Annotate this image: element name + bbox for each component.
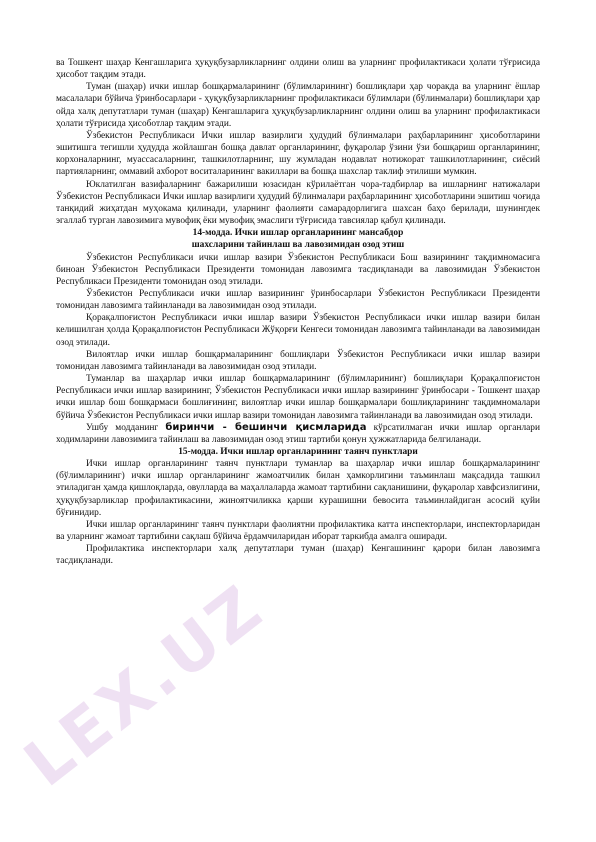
- article-parts-link[interactable]: биринчи - бешинчи қисмларида: [165, 421, 367, 433]
- paragraph: [56, 422, 540, 446]
- article-14-heading-line1: 14-модда. Ички ишлар органларининг мансабдор: [192, 228, 404, 239]
- paragraph: Вилоятлар ички ишлар бошқармаларининг бошлиқлари Ўзбекистон Республикаси ички ишлар вазири томонидан лавозимга тайинланади ва лавозимидан озод этилади.: [56, 349, 540, 372]
- document-page: [56, 57, 540, 568]
- paragraph-text: Ушбу модданинг: [86, 422, 166, 433]
- paragraph: ва Тошкент шаҳар Кенгашларига ҳуқуқбузарликларнинг олдини олиш ва уларнинг профилактикаси ҳолати тўғрисида ҳисобот тақдим этади.: [56, 58, 540, 81]
- paragraph: Туманлар ва шаҳарлар ички ишлар бошқармаларининг (бўлимларининг) бошлиқлари Қорақалпоғистон Республикаси ички ишлар вазирининг, Ўзбекистон Республикаси ички ишлар вазирининг ўринбосари - Тошкент шаҳар ички ишлар бош бошқармаси бошлиғининг, вилоятлар ички ишлар бошқармалари бошлиқларининг тақдимномалари бўйича Ўзбекистон Республикаси ички ишлар вазири томонидан лавозимга тайинланади ва лавозимидан озод этилади.: [56, 374, 540, 421]
- paragraph: Ўзбекистон Республикаси ички ишлар вазирининг ўринбосарлари Ўзбекистон Республикаси Президенти томонидан лавозимга тайинланади ва лавозимидан озод этилади.: [56, 288, 540, 312]
- paragraph: Туман (шаҳар) ички ишлар бошқармаларининг (бўлимларининг) бошлиқлари ҳар чоракда ва уларнинг ёшлар масалалари бўйича ўринбосарлари - ҳуқуқбузарликларнинг профилактикаси бўлимлари (бўлинмалари) бошлиқлари ҳар ойда халқ депутатлари туман (шаҳар) Кенгашларига ҳуқуқбузарликларнинг олдини олиш ва уларнинг профилактикаси ҳолати тўғрисида ҳисоботлар тақдим этади.: [56, 82, 540, 129]
- paragraph: Қорақалпоғистон Республикаси ички ишлар вазири Ўзбекистон Республикаси ички ишлар вазири билан келишилган ҳолда Қорақалпоғистон Республикаси Жўқорғи Кенгеси томонидан лавозимга тайинланади ва лавозимидан озод этилади.: [56, 313, 540, 348]
- paragraph: Ички ишлар органларининг таянч пунктлари фаолиятни профилактика катта инспекторлари, инспекторларидан ва уларнинг жамоат тартибини сақлаш бўйича ёрдамчиларидан иборат таркибда амалга оширади.: [56, 519, 540, 543]
- paragraph: Ички ишлар органларининг таянч пунктлари туманлар ва шаҳарлар ички ишлар бошқармаларининг (бўлимларининг) ички ишлар органларининг жамоатчилик билан ҳамкорлигини таъминлаш мақсадида ташкил этиладиган ҳамда қишлоқларда, овулларда ва маҳаллаларда жамоат тартибини сақланишини, фуқаролар хавфсизлигини, ҳуқуқбузарликлар профилактикасини, жиноятчиликка қарши курашишни бевосита таъминлайдиган асосий қуйи бўғинидир.: [56, 459, 540, 518]
- paragraph: Ўзбекистон Республикаси Ички ишлар вазирлиги ҳудудий бўлинмалари раҳбарларининг ҳисоботларини эшитишга тегишли ҳудудда жойлашган бошқа давлат органларининг, фуқаролар ўзини ўзи бошқариш органларининг, корхоналарнинг, муассасаларнинг, ташкилотларнинг, шу жумладан нодавлат нотижорат ташкилотларининг, сиёсий партияларнинг, оммавий ахборот воситаларининг вакиллари ва бошқа шахслар таклиф этилиши мумкин.: [56, 130, 540, 178]
- watermark: LEX.UZ: [11, 570, 279, 802]
- article-14-heading-line2: шахсларини тайинлаш ва лавозимидан озод этиш: [191, 240, 405, 251]
- paragraph-text: кўрсатилмаган ички ишлар органлари ходимларини лавозимига тайинлаш ва лавозимидан озод этиш тартиби қонун ҳужжатларида белгиланади.: [56, 422, 540, 445]
- paragraph: Юклатилган вазифаларнинг бажарилиши юзасидан кўрилаётган чора-тадбирлар ва ишларнинг натижалари Ўзбекистон Республикаси Ички ишлар вазирлиги ҳудудий бўлинмалари раҳбарларининг ҳисоботларини эшитиш чоғида танқидий жиҳатдан муҳокама қилинади, уларнинг фаолияти самарадорлигига шахсан баҳо берилади, шунингдек эгаллаб турган лавозимига мувофиқ ёки мувофиқ эмаслиги тўғрисида тавсиялар қабул қилинади.: [56, 179, 540, 227]
- article-15-heading: 15-модда. Ички ишлар органларининг таянч пунктлари: [178, 447, 418, 457]
- article-14-heading: [56, 227, 540, 251]
- paragraph: Профилактика инспекторлари халқ депутатлари туман (шаҳар) Кенгашининг қарори билан лавозимга тасдиқланади.: [56, 544, 540, 567]
- paragraph: Ўзбекистон Республикаси ички ишлар вазири Ўзбекистон Республикаси Бош вазирининг тақдимномасига биноан Ўзбекистон Республикаси Президенти томонидан лавозимга тасдиқланади ва лавозимидан Ўзбекистон Республикаси Президенти томонидан озод этилади.: [56, 252, 540, 287]
